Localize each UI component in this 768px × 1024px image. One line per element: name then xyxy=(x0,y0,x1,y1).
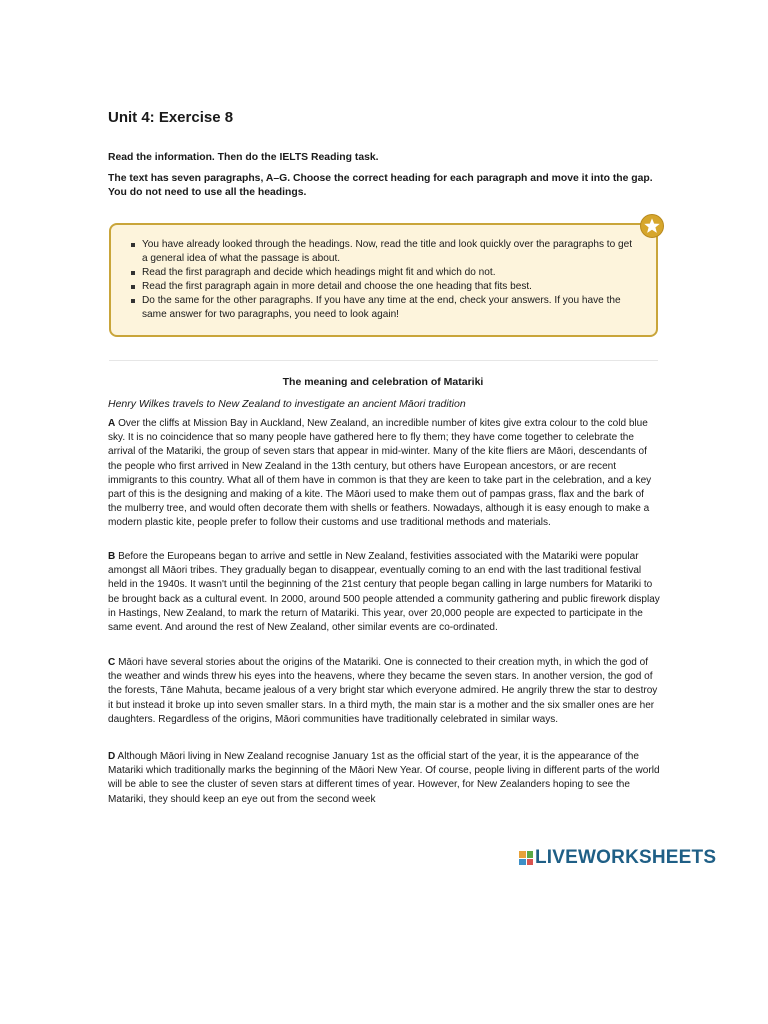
paragraph-letter: A xyxy=(108,418,116,429)
liveworksheets-logo xyxy=(519,848,716,868)
logo-mark-icon xyxy=(519,851,533,865)
paragraph-text: Māori have several stories about the origins of the Matariki. One is connected to their creation myth, in which the god of the weather and winds threw his eyes into the heavens, where they became the seven stars. In another version, the god of the forests, Tāne Mahuta, became jealous of a very bright star which everyone admired. He angrily threw the star to destroy it but instead it broke up into seven smaller stars. In a third myth, the main star is a mother and the six smaller ones are her daughters. Regardless of the origins, Māori communities have traditionally celebrated in similar ways. xyxy=(108,657,658,725)
paragraph-d xyxy=(108,750,660,807)
tip-item: Read the first paragraph and decide which headings might fit and which do not. xyxy=(131,266,634,280)
tip-item: Read the first paragraph again in more detail and choose the one heading that fits best. xyxy=(131,280,634,294)
page-title: Unit 4: Exercise 8 xyxy=(108,109,234,126)
section-divider xyxy=(109,360,658,361)
paragraph-letter: D xyxy=(108,751,116,762)
tips-list xyxy=(111,225,656,322)
paragraph-b xyxy=(108,550,660,635)
logo-text: LIVEWORKSHEETS xyxy=(535,847,717,868)
paragraph-text: Before the Europeans began to arrive and settle in New Zealand, festivities associated with the Matariki were popular amongst all Māori tribes. They gradually began to disappear, eventually coming to an end with the last traditional festival held in the 1940s. It wasn't until the beginning of the 21st century that people began calling in large numbers for Matariki to be brought back as a cultural event. In 2000, around 500 people attended a community gathering and public firework display in Hastings, New Zealand, to mark the return of Matariki. This year, over 20,000 people are expected to participate in the same event. And around the rest of New Zealand, other similar events are co-ordinated. xyxy=(108,551,660,634)
article-subtitle: Henry Wilkes travels to New Zealand to investigate an ancient Māori tradition xyxy=(108,398,466,410)
paragraph-text: Although Māori living in New Zealand recognise January 1st as the official start of the year, it is the appearance of the Matariki which traditionally marks the beginning of the Māori New Year. Of course, people living in different parts of the world will be able to see the cluster of seven stars at different times of year. However, for New Zealanders hoping to see the Matariki, they should keep an eye out from the second week xyxy=(108,751,660,805)
paragraph-c xyxy=(108,656,660,727)
article-title: The meaning and celebration of Matariki xyxy=(282,376,484,388)
instruction-task: The text has seven paragraphs, A–G. Choose the correct heading for each paragraph and move it into the gap. You do not need to use all the headings. xyxy=(108,173,653,198)
paragraph-a xyxy=(108,417,660,531)
tip-item: You have already looked through the headings. Now, read the title and look quickly over the paragraphs to get a general idea of what the passage is about. xyxy=(131,238,634,266)
paragraph-text: Over the cliffs at Mission Bay in Auckland, New Zealand, an incredible number of kites give extra colour to the cold blue sky. It is no coincidence that so many people have gathered here to fly them; they have come together to celebrate the arrival of the Matariki, the group of seven stars that appear in mid-winter. Many of the kite fliers are Māori, descendants of the people who first arrived in New Zealand in the 13th century, but others have European ancestors, or are recent immigrants to this country. What all of them have in common is that they are keen to take part in the celebration, and a key part of this is the designing and making of a kite. The Māori used to make them out of pampas grass, flax and the bark of the mulberry tree, and would often decorate them with shells or feathers. Nowadays, although it is easy enough to make a modern plastic kite, people prefer to follow their customs and use traditional methods and materials. xyxy=(108,418,652,529)
star-icon xyxy=(640,214,664,238)
paragraph-letter: C xyxy=(108,657,116,668)
paragraph-letter: B xyxy=(108,551,116,562)
tips-box xyxy=(109,223,658,337)
tip-item: Do the same for the other paragraphs. If you have any time at the end, check your answers. If you have the same answer for two paragraphs, you need to look again! xyxy=(131,294,634,322)
instruction-read: Read the information. Then do the IELTS Reading task. xyxy=(108,152,379,163)
